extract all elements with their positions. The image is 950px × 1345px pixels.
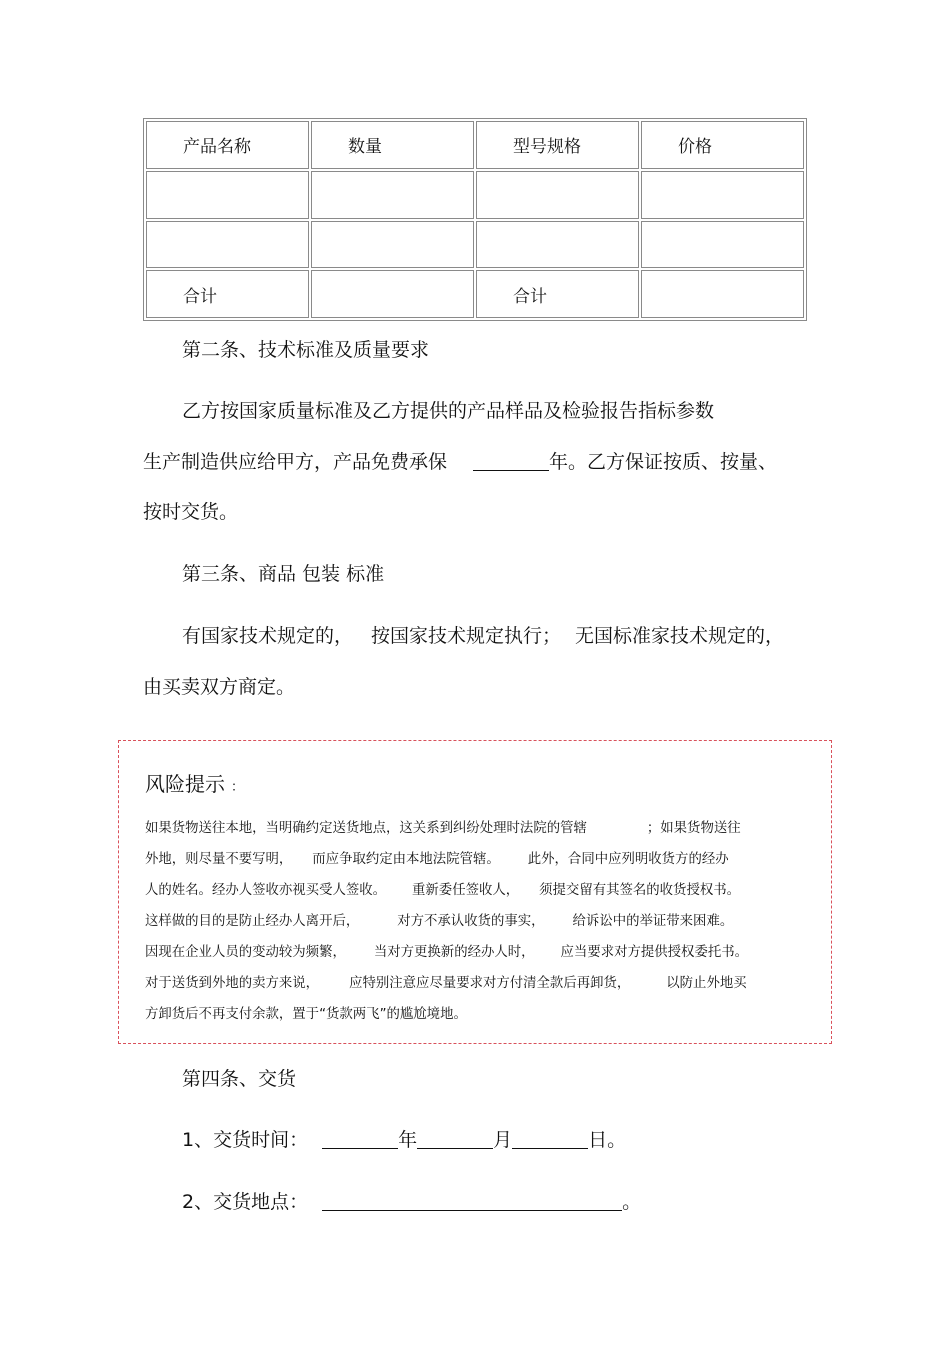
table-cell [311,171,474,219]
table-cell [146,221,309,269]
risk-line-segment: ；如果货物送往 [646,821,741,836]
article3-text-a: 有国家技术规定的， [182,625,354,647]
article2-line2-rest: 年。乙方保证按质、按量、 [549,451,778,473]
table-cell [641,171,804,219]
risk-line-segment: 应特别注意应尽量要求对方付清全款后再卸货， [349,976,631,991]
warranty-years-blank[interactable] [473,450,549,471]
header-cell: 型号规格 [476,121,639,169]
risk-line-segment: 当对方更换新的经办人时， [373,945,535,960]
risk-title-text: 风险提示 [145,772,225,796]
risk-line-segment: 此外，合同中应列明收货方的经办 [527,852,729,867]
risk-line [145,848,729,867]
delivery-day-label: 日。 [588,1129,627,1151]
risk-line-segment: 应当要求对方提供授权委托书。 [560,945,749,960]
delivery-place-label: 2、交货地点： [182,1191,309,1213]
product-table [143,118,807,321]
header-cell: 数量 [311,121,474,169]
delivery-place-line [182,1187,641,1214]
delivery-day-blank[interactable] [512,1128,588,1149]
risk-line [145,910,733,929]
risk-line-segment: 对于送货到外地的卖方来说， [145,976,320,991]
table-cell [476,221,639,269]
article2-paragraph-line1: 乙方按国家质量标准及乙方提供的产品样品及检验报告指标参数 [182,400,715,422]
risk-line [145,879,740,898]
article3-paragraph-line2: 由买卖双方商定。 [143,676,296,698]
delivery-month-blank[interactable] [417,1128,493,1149]
risk-line-segment: 人的姓名。经办人签收亦视买受人签收。 [145,883,387,898]
risk-line [145,972,747,991]
risk-line-segment: 因现在企业人员的变动较为频繁， [145,945,346,960]
table-cell [311,221,474,269]
total-label-left: 合计 [146,270,309,318]
table-cell [476,171,639,219]
risk-line-segment: 以防止外地买 [666,976,747,991]
article3-paragraph-line1 [182,621,784,648]
delivery-year-blank[interactable] [322,1128,398,1149]
article2-paragraph-line3: 按时交货。 [143,501,239,523]
risk-line [145,941,748,960]
risk-notice-box [118,740,832,1044]
risk-line-segment: 须提交留有其签名的收货授权书。 [539,883,741,898]
article3-text-c: 无国标准家技术规定的， [575,625,785,647]
article2-title: 第二条、技术标准及质量要求 [182,339,430,361]
delivery-year-label: 年 [398,1129,418,1151]
article2-line2-text: 生产制造供应给甲方，产品免费承保 [143,451,448,473]
risk-line-segment: 外地，则尽量不要写明， [145,852,293,867]
table-header-row [146,121,804,169]
table-total-row [146,270,804,318]
risk-line-segment: 方卸货后不再支付余款，置于“货款两飞”的尴尬境地。 [145,1007,467,1022]
table-cell [641,221,804,269]
total-label-right: 合计 [476,270,639,318]
table-cell [311,270,474,318]
header-cell: 价格 [641,121,804,169]
risk-line-segment: 而应争取约定由本地法院管辖。 [312,852,500,867]
risk-line [145,817,741,836]
delivery-time-line [182,1125,626,1152]
risk-line-segment: 如果货物送往本地，当明确约定送货地点，这关系到纠纷处理时法院的管辖 [145,821,587,836]
article3-text-b: 按国家技术规定执行； [371,625,562,647]
risk-notice-title [145,768,244,797]
article2-paragraph-line2 [143,447,777,474]
risk-line-segment: 给诉讼中的举证带来困难。 [572,914,734,929]
risk-line-segment: 重新委任签收人， [412,883,520,898]
delivery-month-label: 月 [493,1129,513,1151]
article3-title: 第三条、商品 包装 标准 [182,563,385,585]
delivery-place-blank[interactable] [322,1190,622,1211]
risk-line-segment: 对方不承认收货的事实， [397,914,545,929]
risk-title-colon: ： [231,780,245,795]
delivery-time-label: 1、交货时间： [182,1129,309,1151]
table-cell [641,270,804,318]
table-cell [146,171,309,219]
header-cell: 产品名称 [146,121,309,169]
table-row [146,221,804,269]
article4-title: 第四条、交货 [182,1068,297,1090]
table-row [146,171,804,219]
risk-line [145,1003,467,1022]
risk-line-segment: 这样做的目的是防止经办人离开后， [145,914,360,929]
delivery-place-end: 。 [622,1191,642,1213]
